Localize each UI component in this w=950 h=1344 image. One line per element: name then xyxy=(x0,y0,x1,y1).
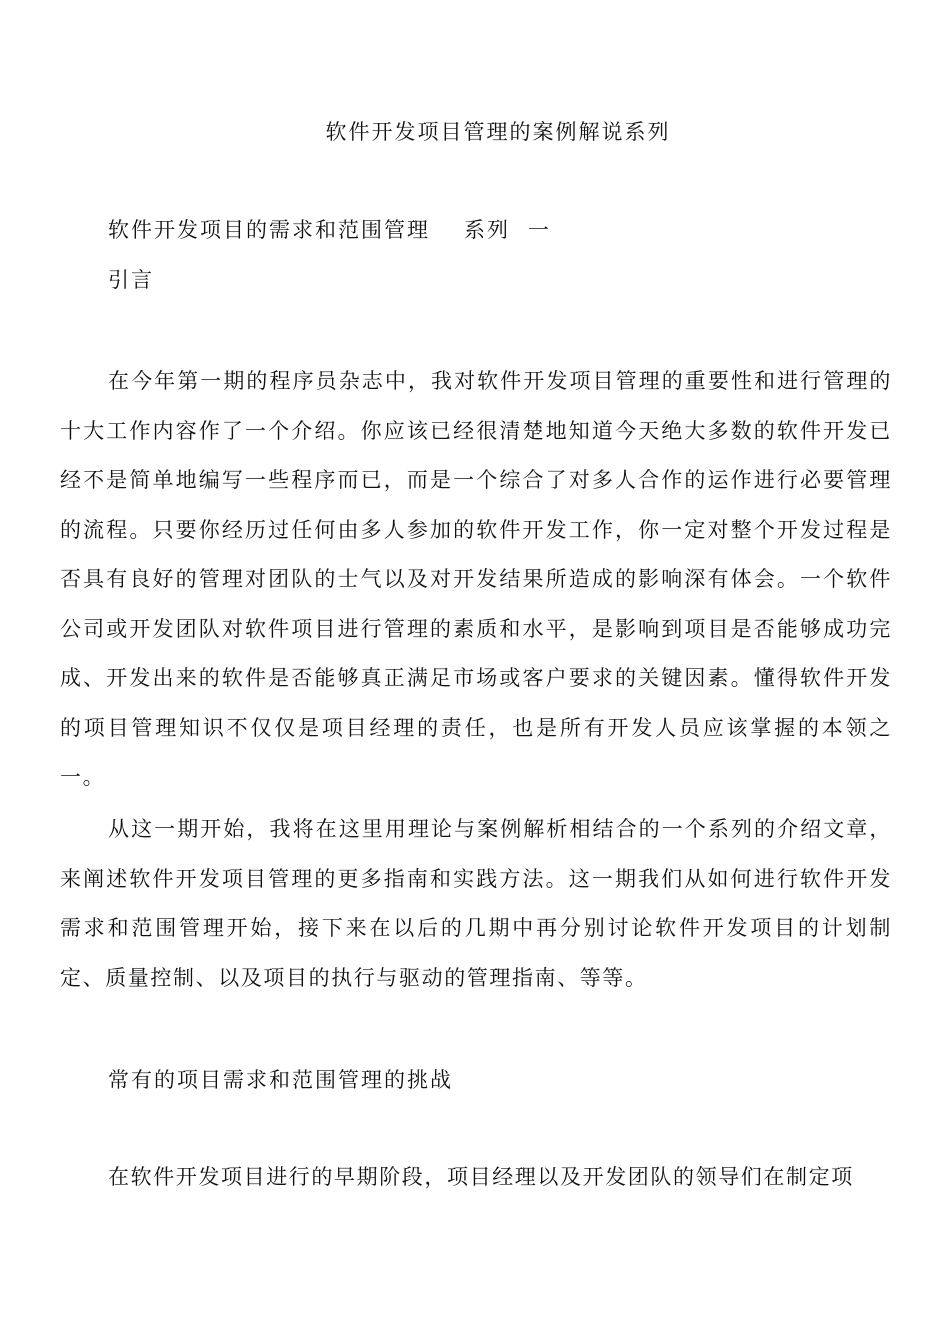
intro-heading: 引言 xyxy=(108,268,154,292)
series-number: 一 xyxy=(528,218,551,242)
series-topic: 软件开发项目的需求和范围管理 xyxy=(108,218,430,242)
document-title: 软件开发项目管理的案例解说系列 xyxy=(325,120,671,144)
body-paragraph: 从这一期开始，我将在这里用理论与案例解析相结合的一个系列的介绍文章，来阐述软件开发项目管理的更多指南和实践方法。这一期我们从如何进行软件开发需求和范围管理开始，接下来在以后的几期中再分别讨论软件开发项目的计划制定、质量控制、以及项目的执行与驱动的管理指南、等等。 xyxy=(60,817,892,990)
closing-paragraph: 在软件开发项目进行的早期阶段，项目经理以及开发团队的领导们在制定项 xyxy=(108,1165,854,1189)
series-heading xyxy=(108,214,551,246)
section-heading: 常有的项目需求和范围管理的挑战 xyxy=(108,1068,453,1092)
series-label: 系列 xyxy=(464,218,510,242)
body-paragraph: 在今年第一期的程序员杂志中，我对软件开发项目管理的重要性和进行管理的十大工作内容作了一个介绍。你应该已经很清楚地知道今天绝大多数的软件开发已经不是简单地编写一些程序而已，而是一个综合了对多人合作的运作进行必要管理的流程。只要你经历过任何由多人参加的软件开发工作，你一定对整个开发过程是否具有良好的管理对团队的士气以及对开发结果所造成的影响深有体会。一个软件公司或开发团队对软件项目进行管理的素质和水平，是影响到项目是否能够成功完成、开发出来的软件是否能够真正满足市场或客户要求的关键因素。懂得软件开发的项目管理知识不仅仅是项目经理的责任，也是所有开发人员应该掌握的本领之一。 xyxy=(60,369,892,789)
